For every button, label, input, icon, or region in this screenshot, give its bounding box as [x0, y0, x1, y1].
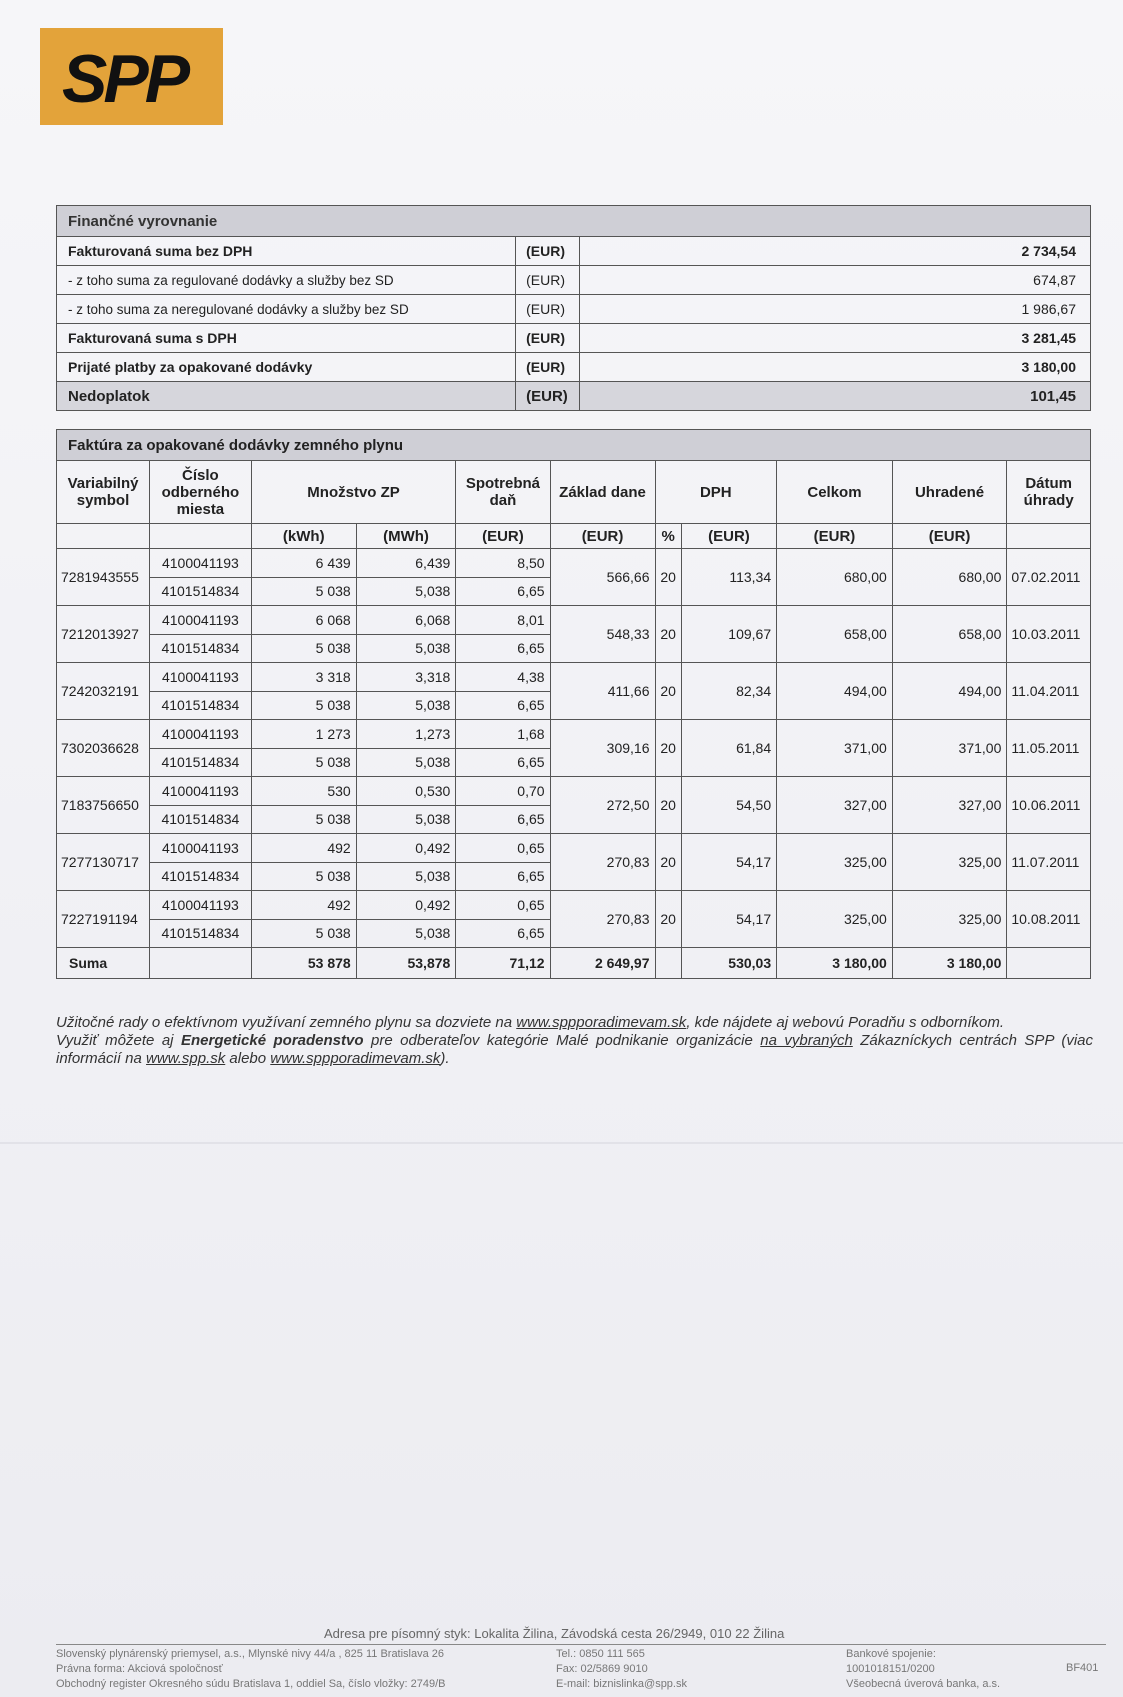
tax-base-cell: 566,66	[550, 549, 655, 606]
financial-row-label: - z toho suma za regulované dodávky a služby bez SD	[57, 266, 516, 295]
mwh-cell: 6,068	[356, 606, 456, 635]
mwh-cell: 5,038	[356, 805, 456, 834]
place-no-cell: 4101514834	[150, 634, 252, 663]
paper-fold	[0, 1142, 1123, 1144]
unit-tax-base: (EUR)	[550, 524, 655, 549]
place-no-cell: 4100041193	[150, 720, 252, 749]
total-cell: 680,00	[777, 549, 893, 606]
note-underlined-text: na vybraných	[760, 1032, 853, 1049]
vat-pct-cell: 20	[655, 720, 681, 777]
header-tax-base: Základ dane	[550, 461, 655, 524]
note-text: Zákazníckych centrách SPP (viac informácií na	[56, 1032, 1094, 1067]
kwh-cell: 6 439	[251, 549, 356, 578]
financial-row-label: Nedoplatok	[57, 382, 516, 411]
financial-settlement-table	[56, 205, 1091, 411]
sum-kwh-cell: 53 878	[251, 948, 356, 979]
place-no-cell: 4101514834	[150, 577, 252, 606]
mwh-cell: 0,492	[356, 834, 456, 863]
unit-kwh: (kWh)	[251, 524, 356, 549]
financial-row	[57, 353, 1091, 382]
vat-pct-cell: 20	[655, 777, 681, 834]
footer-company-info	[56, 1647, 546, 1692]
financial-row	[57, 295, 1091, 324]
footer-tel: Tel.: 0850 111 565	[556, 1648, 645, 1660]
place-no-cell: 4100041193	[150, 663, 252, 692]
invoice-row	[57, 549, 1091, 578]
footer-address: Adresa pre písomný styk: Lokalita Žilina, Závodská cesta 26/2949, 010 22 Žilina	[324, 1626, 785, 1641]
unit-excise: (EUR)	[456, 524, 550, 549]
excise-cell: 0,65	[456, 891, 550, 920]
financial-row	[57, 237, 1091, 266]
excise-cell: 6,65	[456, 862, 550, 891]
vat-cell: 109,67	[681, 606, 776, 663]
unit-vat: (EUR)	[681, 524, 776, 549]
footer-contacts	[556, 1647, 776, 1692]
invoice-row	[57, 777, 1091, 806]
unit-empty	[150, 524, 252, 549]
invoice-row	[57, 720, 1091, 749]
pay-date-cell: 11.07.2011	[1007, 834, 1091, 891]
financial-row-label: Prijaté platby za opakované dodávky	[57, 353, 516, 382]
excise-cell: 8,01	[456, 606, 550, 635]
note-paragraph-2	[56, 1032, 1093, 1068]
sum-label-cell: Suma	[57, 948, 150, 979]
invoice-row	[57, 663, 1091, 692]
total-cell: 371,00	[777, 720, 893, 777]
footer-email: E-mail: biznislinka@spp.sk	[556, 1678, 687, 1690]
mwh-cell: 5,038	[356, 691, 456, 720]
financial-row-label: Fakturovaná suma s DPH	[57, 324, 516, 353]
footer-bank-name: Všeobecná úverová banka, a.s.	[846, 1678, 1001, 1690]
tax-base-cell: 548,33	[550, 606, 655, 663]
financial-row-currency: (EUR)	[516, 266, 580, 295]
financial-row-value: 2 734,54	[579, 237, 1090, 266]
invoice-row	[57, 891, 1091, 920]
footer-company: Slovenský plynárenský priemysel, a.s., Mlynské nivy 44/a , 825 11 Bratislava 26	[56, 1648, 445, 1660]
financial-row-value: 1 986,67	[579, 295, 1090, 324]
place-no-cell: 4100041193	[150, 834, 252, 863]
place-no-cell: 4101514834	[150, 691, 252, 720]
invoice-title: Faktúra za opakované dodávky zemného plynu	[57, 430, 1091, 461]
tax-base-cell: 411,66	[550, 663, 655, 720]
paid-cell: 371,00	[892, 720, 1007, 777]
header-total: Celkom	[777, 461, 893, 524]
excise-cell: 6,65	[456, 634, 550, 663]
paid-cell: 325,00	[892, 891, 1007, 948]
note-bold-text: Energetické poradenstvo	[181, 1032, 364, 1049]
pay-date-cell: 07.02.2011	[1007, 549, 1091, 606]
footer-bank-label: Bankové spojenie:	[846, 1648, 936, 1660]
kwh-cell: 492	[251, 834, 356, 863]
paid-cell: 680,00	[892, 549, 1007, 606]
financial-row-value: 3 281,45	[579, 324, 1090, 353]
mwh-cell: 5,038	[356, 634, 456, 663]
financial-row-value: 101,45	[579, 382, 1090, 411]
total-cell: 658,00	[777, 606, 893, 663]
vat-cell: 82,34	[681, 663, 776, 720]
kwh-cell: 5 038	[251, 919, 356, 948]
kwh-cell: 3 318	[251, 663, 356, 692]
kwh-cell: 492	[251, 891, 356, 920]
vat-cell: 61,84	[681, 720, 776, 777]
spp-logo-text: SPP	[62, 42, 187, 112]
vat-cell: 54,50	[681, 777, 776, 834]
unit-empty	[57, 524, 150, 549]
vat-pct-cell: 20	[655, 549, 681, 606]
unit-mwh: (MWh)	[356, 524, 456, 549]
financial-row	[57, 382, 1091, 411]
vat-pct-cell: 20	[655, 834, 681, 891]
kwh-cell: 6 068	[251, 606, 356, 635]
pay-date-cell: 10.08.2011	[1007, 891, 1091, 948]
total-cell: 325,00	[777, 891, 893, 948]
mwh-cell: 0,530	[356, 777, 456, 806]
invoice-row	[57, 834, 1091, 863]
place-no-cell: 4100041193	[150, 606, 252, 635]
spp-link[interactable]: www.spp.sk	[146, 1050, 226, 1067]
excise-cell: 0,70	[456, 777, 550, 806]
financial-row-currency: (EUR)	[516, 237, 580, 266]
place-no-cell: 4101514834	[150, 862, 252, 891]
kwh-cell: 530	[251, 777, 356, 806]
sum-empty-cell	[655, 948, 681, 979]
place-no-cell: 4101514834	[150, 748, 252, 777]
spp-logo	[40, 28, 223, 125]
var-symbol-cell: 7242032191	[57, 663, 150, 720]
tax-base-cell: 270,83	[550, 891, 655, 948]
var-symbol-cell: 7227191194	[57, 891, 150, 948]
kwh-cell: 5 038	[251, 805, 356, 834]
sppporadimevam-link[interactable]: www.sppporadimevam.sk	[516, 1014, 687, 1031]
unit-paid: (EUR)	[892, 524, 1007, 549]
unit-pct: %	[655, 524, 681, 549]
vat-cell: 113,34	[681, 549, 776, 606]
note-paragraph-1	[56, 1014, 1093, 1032]
note-text: ).	[440, 1050, 450, 1067]
note-text: alebo	[225, 1050, 271, 1067]
tax-base-cell: 309,16	[550, 720, 655, 777]
footer-fax: Fax: 02/5869 9010	[556, 1663, 648, 1675]
mwh-cell: 6,439	[356, 549, 456, 578]
total-cell: 325,00	[777, 834, 893, 891]
pay-date-cell: 11.05.2011	[1007, 720, 1091, 777]
unit-empty	[1007, 524, 1091, 549]
footer-bank	[846, 1647, 1066, 1692]
paid-cell: 494,00	[892, 663, 1007, 720]
mwh-cell: 1,273	[356, 720, 456, 749]
financial-row-currency: (EUR)	[516, 324, 580, 353]
excise-cell: 0,65	[456, 834, 550, 863]
mwh-cell: 5,038	[356, 919, 456, 948]
vat-cell: 54,17	[681, 891, 776, 948]
financial-row-currency: (EUR)	[516, 295, 580, 324]
sum-paid-cell: 3 180,00	[892, 948, 1007, 979]
financial-settlement-title: Finančné vyrovnanie	[57, 206, 1091, 237]
sum-mwh-cell: 53,878	[356, 948, 456, 979]
note-text: , kde nájdete aj webovú Poradňu s odborníkom.	[686, 1014, 1005, 1031]
financial-row	[57, 266, 1091, 295]
paid-cell: 327,00	[892, 777, 1007, 834]
var-symbol-cell: 7302036628	[57, 720, 150, 777]
mwh-cell: 5,038	[356, 748, 456, 777]
sum-tax-base-cell: 2 649,97	[550, 948, 655, 979]
kwh-cell: 1 273	[251, 720, 356, 749]
note-text: Využiť môžete aj	[56, 1032, 181, 1049]
sum-vat-cell: 530,03	[681, 948, 776, 979]
sppporadimevam-link[interactable]: www.sppporadimevam.sk	[270, 1050, 441, 1067]
excise-cell: 4,38	[456, 663, 550, 692]
financial-row-value: 674,87	[579, 266, 1090, 295]
kwh-cell: 5 038	[251, 748, 356, 777]
vat-pct-cell: 20	[655, 606, 681, 663]
header-var-symbol: Variabilný symbol	[57, 461, 150, 524]
paid-cell: 658,00	[892, 606, 1007, 663]
header-vat: DPH	[655, 461, 777, 524]
header-excise: Spotrebná daň	[456, 461, 550, 524]
sum-empty-cell	[1007, 948, 1091, 979]
header-pay-date: Dátum úhrady	[1007, 461, 1091, 524]
financial-row-label: Fakturovaná suma bez DPH	[57, 237, 516, 266]
sum-row	[57, 948, 1091, 979]
financial-row	[57, 324, 1091, 353]
note-text: pre odberateľov kategórie Malé podnikanie organizácie	[363, 1032, 761, 1049]
kwh-cell: 5 038	[251, 634, 356, 663]
sum-total-cell: 3 180,00	[777, 948, 893, 979]
vat-cell: 54,17	[681, 834, 776, 891]
var-symbol-cell: 7277130717	[57, 834, 150, 891]
excise-cell: 6,65	[456, 919, 550, 948]
pay-date-cell: 10.03.2011	[1007, 606, 1091, 663]
var-symbol-cell: 7183756650	[57, 777, 150, 834]
place-no-cell: 4101514834	[150, 919, 252, 948]
excise-cell: 6,65	[456, 748, 550, 777]
mwh-cell: 0,492	[356, 891, 456, 920]
sum-excise-cell: 71,12	[456, 948, 550, 979]
spp-logo-mark	[62, 42, 202, 112]
total-cell: 494,00	[777, 663, 893, 720]
kwh-cell: 5 038	[251, 577, 356, 606]
invoice-row	[57, 606, 1091, 635]
excise-cell: 1,68	[456, 720, 550, 749]
excise-cell: 6,65	[456, 577, 550, 606]
footer-bank-account: 1001018151/0200	[846, 1663, 935, 1675]
sum-empty-cell	[150, 948, 252, 979]
notes	[56, 1014, 1093, 1068]
footer-form-code: BF401	[1066, 1662, 1099, 1674]
place-no-cell: 4100041193	[150, 891, 252, 920]
note-text: Užitočné rady o efektívnom využívaní zemného plynu sa dozviete na	[56, 1014, 517, 1031]
total-cell: 327,00	[777, 777, 893, 834]
tax-base-cell: 272,50	[550, 777, 655, 834]
footer-legal-form: Právna forma: Akciová spoločnosť	[56, 1663, 223, 1675]
tax-base-cell: 270,83	[550, 834, 655, 891]
excise-cell: 6,65	[456, 691, 550, 720]
footer-register: Obchodný register Okresného súdu Bratislava 1, oddiel Sa, číslo vložky: 2749/B	[56, 1678, 446, 1690]
financial-row-label: - z toho suma za neregulované dodávky a služby bez SD	[57, 295, 516, 324]
financial-row-currency: (EUR)	[516, 353, 580, 382]
place-no-cell: 4101514834	[150, 805, 252, 834]
mwh-cell: 3,318	[356, 663, 456, 692]
excise-cell: 6,65	[456, 805, 550, 834]
header-place-no: Číslo odberného miesta	[150, 461, 252, 524]
kwh-cell: 5 038	[251, 691, 356, 720]
excise-cell: 8,50	[456, 549, 550, 578]
pay-date-cell: 11.04.2011	[1007, 663, 1091, 720]
pay-date-cell: 10.06.2011	[1007, 777, 1091, 834]
unit-total: (EUR)	[777, 524, 893, 549]
var-symbol-cell: 7281943555	[57, 549, 150, 606]
financial-row-currency: (EUR)	[516, 382, 580, 411]
kwh-cell: 5 038	[251, 862, 356, 891]
place-no-cell: 4100041193	[150, 549, 252, 578]
paid-cell: 325,00	[892, 834, 1007, 891]
vat-pct-cell: 20	[655, 663, 681, 720]
invoice-table	[56, 429, 1091, 979]
financial-row-value: 3 180,00	[579, 353, 1090, 382]
var-symbol-cell: 7212013927	[57, 606, 150, 663]
footer-divider	[56, 1644, 1106, 1645]
vat-pct-cell: 20	[655, 891, 681, 948]
header-paid: Uhradené	[892, 461, 1007, 524]
place-no-cell: 4100041193	[150, 777, 252, 806]
header-quantity: Množstvo ZP	[251, 461, 456, 524]
mwh-cell: 5,038	[356, 577, 456, 606]
mwh-cell: 5,038	[356, 862, 456, 891]
